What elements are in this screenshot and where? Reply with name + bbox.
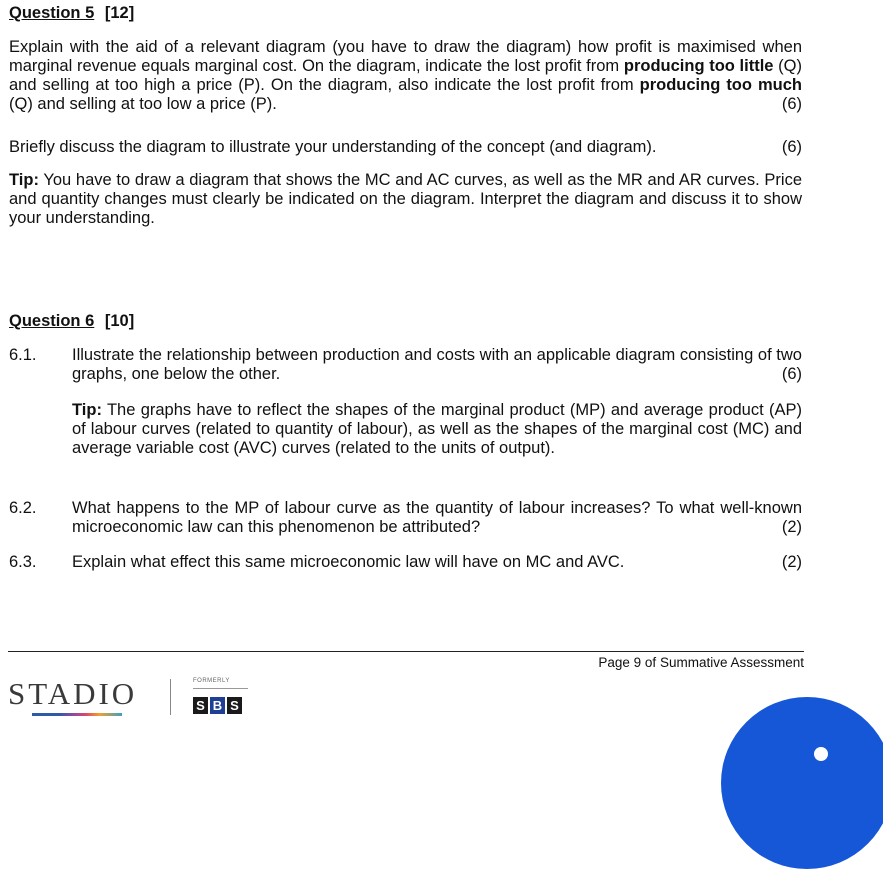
sbs-letter: S [227, 697, 242, 714]
q5-tip-label: Tip: [9, 171, 39, 189]
q5-p2-text: Briefly discuss the diagram to illustrate your understanding of the concept (and diagram). [9, 138, 657, 156]
formerly-rule [193, 688, 248, 689]
question-5-label: Question 5 [9, 4, 95, 22]
question-6-tip [9, 401, 802, 458]
item-marks: (6) [781, 365, 802, 383]
item-number: 6.2. [9, 499, 37, 517]
question-6-heading [9, 312, 134, 331]
item-number: 6.1. [9, 346, 37, 364]
stadio-logo: STADIO [8, 676, 138, 711]
item-text: What happens to the MP of labour curve as the quantity of labour increases? To what well-known microeconomic law can this phenomenon be attributed? [72, 499, 802, 536]
chat-icon [814, 747, 828, 761]
q5-tip-text: You have to draw a diagram that shows the MC and AC curves, as well as the MR and AR curves. Price and quantity changes must clearly be indicated on the diagram. Interpret the diagram and discuss it to show your understanding. [9, 171, 802, 227]
question-6-1 [9, 346, 802, 384]
q6-tip-text: The graphs have to reflect the shapes of the marginal product (MP) and average product (AP) of labour curves (related to quantity of labour), as well as the shapes of the marginal cost (MC) and average variable cost (AVC) curves (related to the units of output). [72, 401, 802, 457]
q5-p2-marks: (6) [781, 138, 802, 156]
item-text: Explain what effect this same microeconomic law will have on MC and AVC. [72, 553, 625, 571]
page-number-text: Page 9 of Summative Assessment [598, 655, 804, 670]
question-6-label: Question 6 [9, 312, 95, 330]
question-6-marks: [10] [104, 312, 135, 330]
q5-p1-bold-too-little: producing too little [623, 57, 774, 75]
q5-p1-text-b: (Q) and selling at too high a price (P). On the diagram, also indicate the lost profit from [9, 57, 802, 94]
formerly-label: FORMERLY [193, 678, 230, 684]
stadio-logo-underline [32, 713, 122, 716]
q5-p1-bold-too-much: producing too much [639, 76, 802, 94]
footer-rule [8, 651, 804, 652]
q6-tip-label: Tip: [72, 401, 102, 419]
q5-p1-text-a: Explain with the aid of a relevant diagram (you have to draw the diagram) how profit is maximised when marginal revenue equals marginal cost. On the diagram, indicate the lost profit from [9, 38, 802, 75]
item-marks: (2) [781, 553, 802, 571]
q5-p1-marks: (6) [781, 95, 802, 113]
logo-divider [170, 679, 171, 715]
question-6-3 [9, 553, 802, 572]
question-5-paragraph-1 [9, 38, 802, 114]
sbs-logo [193, 697, 242, 714]
q5-p1-text-c: (Q) and selling at too low a price (P). [9, 95, 277, 113]
item-marks: (2) [781, 518, 802, 536]
question-5-marks: [12] [104, 4, 135, 22]
question-6-2 [9, 499, 802, 537]
question-5-paragraph-2 [9, 138, 802, 157]
item-number: 6.3. [9, 553, 37, 571]
question-5-tip [9, 171, 802, 228]
sbs-letter: B [210, 697, 225, 714]
item-text: Illustrate the relationship between production and costs with an applicable diagram consisting of two graphs, one below the other. [72, 346, 802, 383]
sbs-letter: S [193, 697, 208, 714]
question-5-heading [9, 4, 134, 23]
floating-action-button[interactable] [721, 697, 883, 869]
